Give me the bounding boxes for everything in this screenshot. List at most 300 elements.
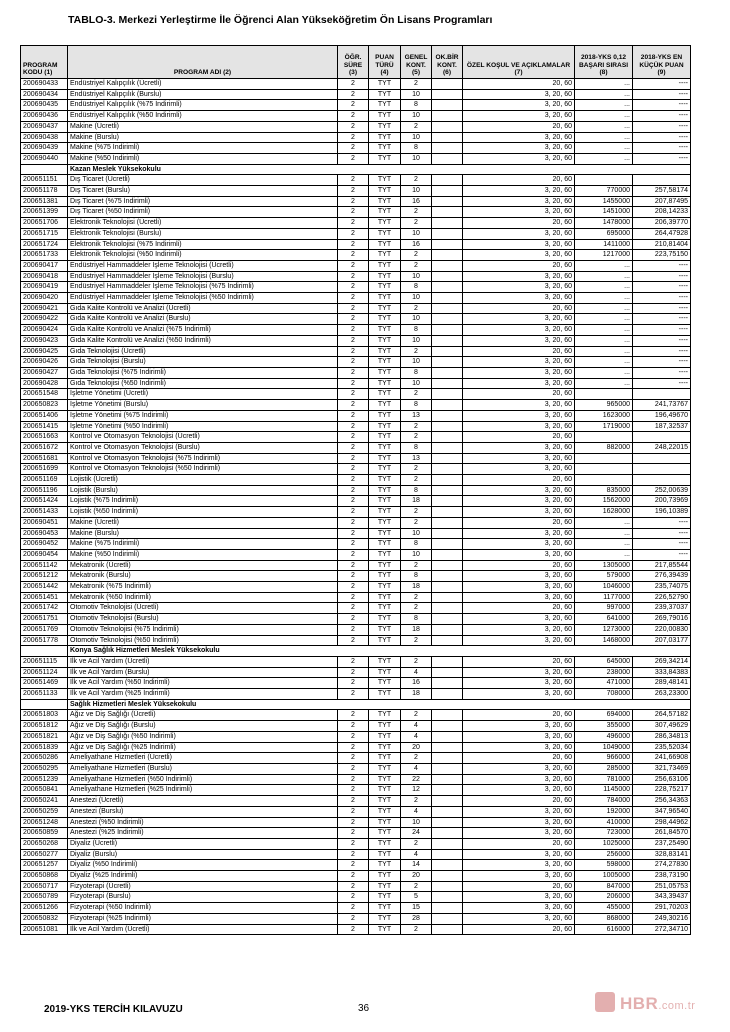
cell-special-conditions: 3, 20, 60 bbox=[463, 271, 575, 282]
cell-school-first-quota bbox=[432, 132, 463, 143]
cell-school-first-quota bbox=[432, 239, 463, 250]
cell-program-name: Dış Ticaret (%50 İndirimli) bbox=[68, 207, 338, 218]
cell-min-score: 237,25490 bbox=[633, 838, 691, 849]
cell-duration: 2 bbox=[338, 528, 369, 539]
cell-program-code: 200690427 bbox=[21, 367, 68, 378]
cell-special-conditions: 3, 20, 60 bbox=[463, 186, 575, 197]
cell-general-quota: 4 bbox=[401, 667, 432, 678]
cell-duration: 2 bbox=[338, 239, 369, 250]
cell-program-code: 200651406 bbox=[21, 410, 68, 421]
cell-success-rank: ... bbox=[575, 528, 633, 539]
cell-success-rank: 192000 bbox=[575, 806, 633, 817]
cell-program-name: Gıda Teknolojisi (Ücretli) bbox=[68, 346, 338, 357]
cell-duration: 2 bbox=[338, 903, 369, 914]
cell-score-type: TYT bbox=[369, 764, 401, 775]
col-header-success-rank: 2018-YKS 0,12 BAŞARI SIRASI (8) bbox=[575, 46, 633, 79]
cell-program-name: Kontrol ve Otomasyon Teknolojisi (Ücretli) bbox=[68, 432, 338, 443]
table-row bbox=[21, 79, 691, 90]
cell-success-rank: 645000 bbox=[575, 656, 633, 667]
cell-min-score: ---- bbox=[633, 528, 691, 539]
cell-score-type: TYT bbox=[369, 539, 401, 550]
section-title: Konya Sağlık Hizmetleri Meslek Yüksekokulu bbox=[68, 646, 691, 657]
cell-min-score: ---- bbox=[633, 89, 691, 100]
table-row bbox=[21, 421, 691, 432]
cell-duration: 2 bbox=[338, 635, 369, 646]
cell-program-name: Gıda Teknolojisi (Burslu) bbox=[68, 357, 338, 368]
cell-duration: 2 bbox=[338, 614, 369, 625]
cell-special-conditions: 3, 20, 60 bbox=[463, 892, 575, 903]
cell-min-score: 206,39770 bbox=[633, 218, 691, 229]
cell-program-name: Ameliyathane Hizmetleri (%25 İndirimli) bbox=[68, 785, 338, 796]
cell-program-name: Otomotiv Teknolojisi (%75 İndirimli) bbox=[68, 624, 338, 635]
cell-program-name: Mekatronik (Ücretli) bbox=[68, 560, 338, 571]
cell-school-first-quota bbox=[432, 228, 463, 239]
cell-school-first-quota bbox=[432, 549, 463, 560]
cell-school-first-quota bbox=[432, 325, 463, 336]
table-row bbox=[21, 871, 691, 882]
cell-min-score: ---- bbox=[633, 539, 691, 550]
cell-success-rank: 1562000 bbox=[575, 496, 633, 507]
cell-score-type: TYT bbox=[369, 560, 401, 571]
cell-score-type: TYT bbox=[369, 635, 401, 646]
cell-score-type: TYT bbox=[369, 389, 401, 400]
cell-school-first-quota bbox=[432, 400, 463, 411]
cell-score-type: TYT bbox=[369, 828, 401, 839]
cell-school-first-quota bbox=[432, 881, 463, 892]
cell-special-conditions: 3, 20, 60 bbox=[463, 153, 575, 164]
cell-duration: 2 bbox=[338, 539, 369, 550]
cell-score-type: TYT bbox=[369, 250, 401, 261]
cell-general-quota: 8 bbox=[401, 571, 432, 582]
cell-school-first-quota bbox=[432, 871, 463, 882]
cell-duration: 2 bbox=[338, 678, 369, 689]
cell-program-code: 200690434 bbox=[21, 89, 68, 100]
cell-general-quota: 10 bbox=[401, 271, 432, 282]
cell-general-quota: 16 bbox=[401, 239, 432, 250]
cell-min-score: ---- bbox=[633, 143, 691, 154]
table-row bbox=[21, 507, 691, 518]
cell-duration: 2 bbox=[338, 860, 369, 871]
cell-program-name: Fizyoterapi (%50 İndirimli) bbox=[68, 903, 338, 914]
cell-min-score: 328,83141 bbox=[633, 849, 691, 860]
cell-program-name: Ağız ve Diş Sağlığı (%25 İndirimli) bbox=[68, 742, 338, 753]
cell-score-type: TYT bbox=[369, 207, 401, 218]
cell-score-type: TYT bbox=[369, 806, 401, 817]
cell-general-quota: 24 bbox=[401, 828, 432, 839]
cell-special-conditions: 3, 20, 60 bbox=[463, 849, 575, 860]
cell-duration: 2 bbox=[338, 357, 369, 368]
cell-program-name: Elektronik Teknolojisi (%75 İndirimli) bbox=[68, 239, 338, 250]
cell-duration: 2 bbox=[338, 849, 369, 860]
cell-min-score: 347,96540 bbox=[633, 806, 691, 817]
cell-duration: 2 bbox=[338, 100, 369, 111]
cell-duration: 2 bbox=[338, 282, 369, 293]
cell-special-conditions: 3, 20, 60 bbox=[463, 357, 575, 368]
cell-program-code: 200651699 bbox=[21, 464, 68, 475]
cell-success-rank: ... bbox=[575, 539, 633, 550]
cell-program-code: 200651803 bbox=[21, 710, 68, 721]
cell-score-type: TYT bbox=[369, 100, 401, 111]
cell-min-score: 248,22015 bbox=[633, 442, 691, 453]
cell-program-code: 200690437 bbox=[21, 121, 68, 132]
cell-program-code: 200651415 bbox=[21, 421, 68, 432]
cell-score-type: TYT bbox=[369, 196, 401, 207]
cell-score-type: TYT bbox=[369, 624, 401, 635]
cell-success-rank: 285000 bbox=[575, 764, 633, 775]
cell-program-code: 200651821 bbox=[21, 731, 68, 742]
cell-program-name: İşletme Yönetimi (%75 İndirimli) bbox=[68, 410, 338, 421]
cell-program-name: Gıda Kalite Kontrolü ve Analizi (%75 İndirimli) bbox=[68, 325, 338, 336]
section-header-row bbox=[21, 699, 691, 710]
cell-success-rank: ... bbox=[575, 100, 633, 111]
cell-score-type: TYT bbox=[369, 796, 401, 807]
cell-general-quota: 8 bbox=[401, 325, 432, 336]
cell-duration: 2 bbox=[338, 582, 369, 593]
cell-program-name: Mekatronik (Burslu) bbox=[68, 571, 338, 582]
cell-program-name: Endüstriyel Hammaddeler İşleme Teknolojisi (Burslu) bbox=[68, 271, 338, 282]
cell-min-score: 226,52790 bbox=[633, 592, 691, 603]
cell-general-quota: 15 bbox=[401, 903, 432, 914]
table-row bbox=[21, 517, 691, 528]
cell-min-score: ---- bbox=[633, 121, 691, 132]
cell-program-code: 200651451 bbox=[21, 592, 68, 603]
cell-program-code: 200650295 bbox=[21, 764, 68, 775]
cell-special-conditions: 3, 20, 60 bbox=[463, 293, 575, 304]
cell-score-type: TYT bbox=[369, 678, 401, 689]
cell-success-rank: 1305000 bbox=[575, 560, 633, 571]
cell-program-code: 200690436 bbox=[21, 111, 68, 122]
cell-school-first-quota bbox=[432, 838, 463, 849]
cell-general-quota: 8 bbox=[401, 539, 432, 550]
cell-program-name: Lojistik (Ücretli) bbox=[68, 475, 338, 486]
cell-program-code: 200690451 bbox=[21, 517, 68, 528]
cell-general-quota: 4 bbox=[401, 806, 432, 817]
cell-special-conditions: 3, 20, 60 bbox=[463, 817, 575, 828]
cell-program-code: 200651663 bbox=[21, 432, 68, 443]
table-row bbox=[21, 689, 691, 700]
cell-score-type: TYT bbox=[369, 517, 401, 528]
site-watermark bbox=[595, 990, 720, 1022]
cell-program-code: 200690420 bbox=[21, 293, 68, 304]
cell-min-score: 228,75217 bbox=[633, 785, 691, 796]
cell-duration: 2 bbox=[338, 432, 369, 443]
cell-min-score: 257,58174 bbox=[633, 186, 691, 197]
cell-program-name: Lojistik (Burslu) bbox=[68, 485, 338, 496]
cell-program-name: Makine (%50 İndirimli) bbox=[68, 153, 338, 164]
cell-special-conditions: 3, 20, 60 bbox=[463, 282, 575, 293]
cell-program-name: Diyaliz (Ücretli) bbox=[68, 838, 338, 849]
cell-duration: 2 bbox=[338, 207, 369, 218]
cell-score-type: TYT bbox=[369, 293, 401, 304]
cell-min-score bbox=[633, 453, 691, 464]
cell-school-first-quota bbox=[432, 207, 463, 218]
cell-program-name: İşletme Yönetimi (%50 İndirimli) bbox=[68, 421, 338, 432]
cell-success-rank: 1217000 bbox=[575, 250, 633, 261]
cell-program-name: Dış Ticaret (%75 İndirimli) bbox=[68, 196, 338, 207]
cell-general-quota: 16 bbox=[401, 678, 432, 689]
cell-program-code: 200690428 bbox=[21, 378, 68, 389]
cell-school-first-quota bbox=[432, 475, 463, 486]
cell-score-type: TYT bbox=[369, 860, 401, 871]
cell-school-first-quota bbox=[432, 635, 463, 646]
cell-program-name: Ağız ve Diş Sağlığı (%50 İndirimli) bbox=[68, 731, 338, 742]
cell-program-code: 200651266 bbox=[21, 903, 68, 914]
cell-school-first-quota bbox=[432, 796, 463, 807]
cell-program-code: 200651133 bbox=[21, 689, 68, 700]
cell-program-name: Fizyoterapi (%25 İndirimli) bbox=[68, 913, 338, 924]
cell-score-type: TYT bbox=[369, 132, 401, 143]
cell-min-score: 269,34214 bbox=[633, 656, 691, 667]
cell-school-first-quota bbox=[432, 614, 463, 625]
cell-program-name: Endüstriyel Hammaddeler İşleme Teknolojisi (Ücretli) bbox=[68, 260, 338, 271]
cell-min-score: 241,66908 bbox=[633, 753, 691, 764]
cell-school-first-quota bbox=[432, 432, 463, 443]
cell-duration: 2 bbox=[338, 560, 369, 571]
col-header-min-score: 2018-YKS EN KÜÇÜK PUAN (9) bbox=[633, 46, 691, 79]
cell-special-conditions: 3, 20, 60 bbox=[463, 592, 575, 603]
cell-min-score: 343,39437 bbox=[633, 892, 691, 903]
cell-min-score: 235,74075 bbox=[633, 582, 691, 593]
table-row bbox=[21, 560, 691, 571]
cell-program-code: 200651424 bbox=[21, 496, 68, 507]
cell-general-quota: 2 bbox=[401, 924, 432, 935]
cell-program-name: Gıda Teknolojisi (%50 İndirimli) bbox=[68, 378, 338, 389]
cell-duration: 2 bbox=[338, 549, 369, 560]
cell-duration: 2 bbox=[338, 453, 369, 464]
cell-success-rank: ... bbox=[575, 153, 633, 164]
table-row bbox=[21, 903, 691, 914]
col-header-general-quota: GENEL KONT. (5) bbox=[401, 46, 432, 79]
cell-duration: 2 bbox=[338, 871, 369, 882]
cell-success-rank: 1411000 bbox=[575, 239, 633, 250]
cell-min-score: ---- bbox=[633, 100, 691, 111]
table-row bbox=[21, 442, 691, 453]
cell-duration: 2 bbox=[338, 250, 369, 261]
cell-score-type: TYT bbox=[369, 186, 401, 197]
cell-duration: 2 bbox=[338, 389, 369, 400]
col-header-program-name: PROGRAM ADI (2) bbox=[68, 46, 338, 79]
cell-general-quota: 10 bbox=[401, 335, 432, 346]
cell-program-code: 200651178 bbox=[21, 186, 68, 197]
cell-min-score: ---- bbox=[633, 346, 691, 357]
cell-program-name: Diyaliz (Burslu) bbox=[68, 849, 338, 860]
cell-school-first-quota bbox=[432, 571, 463, 582]
cell-program-code: 200690438 bbox=[21, 132, 68, 143]
cell-score-type: TYT bbox=[369, 432, 401, 443]
cell-score-type: TYT bbox=[369, 774, 401, 785]
cell-program-name: İlk ve Acil Yardım (Ücretli) bbox=[68, 924, 338, 935]
cell-score-type: TYT bbox=[369, 496, 401, 507]
cell-min-score: 261,84570 bbox=[633, 828, 691, 839]
cell-score-type: TYT bbox=[369, 357, 401, 368]
cell-program-name: Anestezi (Ücretli) bbox=[68, 796, 338, 807]
cell-min-score bbox=[633, 475, 691, 486]
cell-special-conditions: 20, 60 bbox=[463, 175, 575, 186]
cell-success-rank: 868000 bbox=[575, 913, 633, 924]
cell-special-conditions: 3, 20, 60 bbox=[463, 367, 575, 378]
cell-general-quota: 2 bbox=[401, 121, 432, 132]
cell-program-code: 200651706 bbox=[21, 218, 68, 229]
cell-special-conditions: 3, 20, 60 bbox=[463, 143, 575, 154]
cell-min-score bbox=[633, 432, 691, 443]
cell-special-conditions: 3, 20, 60 bbox=[463, 442, 575, 453]
cell-general-quota: 2 bbox=[401, 303, 432, 314]
cell-min-score: ---- bbox=[633, 335, 691, 346]
table-row bbox=[21, 250, 691, 261]
cell-success-rank: ... bbox=[575, 132, 633, 143]
cell-school-first-quota bbox=[432, 507, 463, 518]
cell-success-rank: ... bbox=[575, 111, 633, 122]
table-row bbox=[21, 410, 691, 421]
cell-score-type: TYT bbox=[369, 817, 401, 828]
cell-program-code: 200651399 bbox=[21, 207, 68, 218]
table-row bbox=[21, 678, 691, 689]
table-row bbox=[21, 496, 691, 507]
cell-program-name: Kontrol ve Otomasyon Teknolojisi (%50 İndirimli) bbox=[68, 464, 338, 475]
cell-success-rank: 1628000 bbox=[575, 507, 633, 518]
table-row bbox=[21, 282, 691, 293]
cell-program-name: Ağız ve Diş Sağlığı (Ücretli) bbox=[68, 710, 338, 721]
cell-duration: 2 bbox=[338, 228, 369, 239]
cell-general-quota: 10 bbox=[401, 549, 432, 560]
cell-success-rank: 579000 bbox=[575, 571, 633, 582]
cell-program-code: 200651778 bbox=[21, 635, 68, 646]
cell-score-type: TYT bbox=[369, 507, 401, 518]
cell-school-first-quota bbox=[432, 303, 463, 314]
table-row bbox=[21, 132, 691, 143]
table-row bbox=[21, 153, 691, 164]
cell-program-code: 200651169 bbox=[21, 475, 68, 486]
cell-success-rank bbox=[575, 475, 633, 486]
cell-score-type: TYT bbox=[369, 592, 401, 603]
cell-success-rank: ... bbox=[575, 121, 633, 132]
cell-special-conditions: 3, 20, 60 bbox=[463, 635, 575, 646]
table-header-row bbox=[21, 46, 691, 79]
cell-special-conditions: 3, 20, 60 bbox=[463, 496, 575, 507]
cell-program-code: 200650841 bbox=[21, 785, 68, 796]
table-row bbox=[21, 100, 691, 111]
cell-duration: 2 bbox=[338, 796, 369, 807]
cell-duration: 2 bbox=[338, 346, 369, 357]
cell-success-rank: 847000 bbox=[575, 881, 633, 892]
cell-success-rank: 1273000 bbox=[575, 624, 633, 635]
cell-program-code: 200690452 bbox=[21, 539, 68, 550]
cell-special-conditions: 3, 20, 60 bbox=[463, 742, 575, 753]
table-row bbox=[21, 453, 691, 464]
cell-success-rank: 694000 bbox=[575, 710, 633, 721]
cell-program-name: Endüstriyel Kalıpçılık (Ücretli) bbox=[68, 79, 338, 90]
cell-school-first-quota bbox=[432, 79, 463, 90]
cell-special-conditions: 20, 60 bbox=[463, 924, 575, 935]
col-header-school-first-quota: OK.BİR KONT. (6) bbox=[432, 46, 463, 79]
cell-min-score bbox=[633, 389, 691, 400]
cell-score-type: TYT bbox=[369, 271, 401, 282]
col-header-program-code: PROGRAM KODU (1) bbox=[21, 46, 68, 79]
cell-score-type: TYT bbox=[369, 667, 401, 678]
cell-program-name: Makine (Burslu) bbox=[68, 132, 338, 143]
table-row bbox=[21, 924, 691, 935]
cell-duration: 2 bbox=[338, 314, 369, 325]
cell-program-code: 200650268 bbox=[21, 838, 68, 849]
cell-special-conditions: 3, 20, 60 bbox=[463, 453, 575, 464]
cell-duration: 2 bbox=[338, 624, 369, 635]
cell-program-name: İlk ve Acil Yardım (Ücretli) bbox=[68, 656, 338, 667]
cell-score-type: TYT bbox=[369, 689, 401, 700]
cell-success-rank: 965000 bbox=[575, 400, 633, 411]
cell-success-rank: 997000 bbox=[575, 603, 633, 614]
table-row bbox=[21, 742, 691, 753]
cell-min-score: 298,44962 bbox=[633, 817, 691, 828]
cell-duration: 2 bbox=[338, 592, 369, 603]
cell-min-score bbox=[633, 464, 691, 475]
col-header-special-conditions: ÖZEL KOŞUL VE AÇIKLAMALAR (7) bbox=[463, 46, 575, 79]
watermark-brand: HBR.com.tr bbox=[620, 994, 696, 1013]
cell-general-quota: 2 bbox=[401, 507, 432, 518]
cell-general-quota: 2 bbox=[401, 881, 432, 892]
cell-general-quota: 8 bbox=[401, 442, 432, 453]
cell-success-rank bbox=[575, 453, 633, 464]
cell-min-score: ---- bbox=[633, 271, 691, 282]
cell-special-conditions: 3, 20, 60 bbox=[463, 903, 575, 914]
cell-min-score: 238,73190 bbox=[633, 871, 691, 882]
cell-score-type: TYT bbox=[369, 111, 401, 122]
cell-min-score: 196,10389 bbox=[633, 507, 691, 518]
table-row bbox=[21, 346, 691, 357]
cell-program-code: 200651715 bbox=[21, 228, 68, 239]
cell-duration: 2 bbox=[338, 153, 369, 164]
cell-score-type: TYT bbox=[369, 892, 401, 903]
cell-min-score: 256,63106 bbox=[633, 774, 691, 785]
cell-program-code: 200690440 bbox=[21, 153, 68, 164]
cell-general-quota: 10 bbox=[401, 186, 432, 197]
cell-min-score: ---- bbox=[633, 517, 691, 528]
cell-school-first-quota bbox=[432, 764, 463, 775]
cell-school-first-quota bbox=[432, 335, 463, 346]
table-row bbox=[21, 400, 691, 411]
cell-general-quota: 10 bbox=[401, 228, 432, 239]
cell-success-rank: 616000 bbox=[575, 924, 633, 935]
cell-school-first-quota bbox=[432, 528, 463, 539]
cell-min-score: ---- bbox=[633, 357, 691, 368]
table-row bbox=[21, 667, 691, 678]
table-row bbox=[21, 271, 691, 282]
cell-special-conditions: 3, 20, 60 bbox=[463, 721, 575, 732]
cell-program-code: 200651115 bbox=[21, 656, 68, 667]
cell-special-conditions: 3, 20, 60 bbox=[463, 89, 575, 100]
cell-program-name: Mekatronik (%75 İndirimli) bbox=[68, 582, 338, 593]
cell-score-type: TYT bbox=[369, 314, 401, 325]
cell-min-score: 333,84383 bbox=[633, 667, 691, 678]
cell-duration: 2 bbox=[338, 806, 369, 817]
cell-school-first-quota bbox=[432, 892, 463, 903]
cell-min-score: 264,47928 bbox=[633, 228, 691, 239]
cell-special-conditions: 20, 60 bbox=[463, 603, 575, 614]
cell-success-rank: 410000 bbox=[575, 817, 633, 828]
cell-duration: 2 bbox=[338, 175, 369, 186]
cell-general-quota: 4 bbox=[401, 721, 432, 732]
cell-school-first-quota bbox=[432, 421, 463, 432]
cell-program-name: Endüstriyel Hammaddeler İşleme Teknolojisi (%50 İndirimli) bbox=[68, 293, 338, 304]
cell-duration: 2 bbox=[338, 335, 369, 346]
cell-min-score: 207,03177 bbox=[633, 635, 691, 646]
cell-program-name: Kontrol ve Otomasyon Teknolojisi (%75 İndirimli) bbox=[68, 453, 338, 464]
cell-general-quota: 2 bbox=[401, 475, 432, 486]
cell-program-code: 200650259 bbox=[21, 806, 68, 817]
cell-general-quota: 4 bbox=[401, 764, 432, 775]
cell-special-conditions: 3, 20, 60 bbox=[463, 871, 575, 882]
cell-program-name: Otomotiv Teknolojisi (Burslu) bbox=[68, 614, 338, 625]
table-row bbox=[21, 860, 691, 871]
